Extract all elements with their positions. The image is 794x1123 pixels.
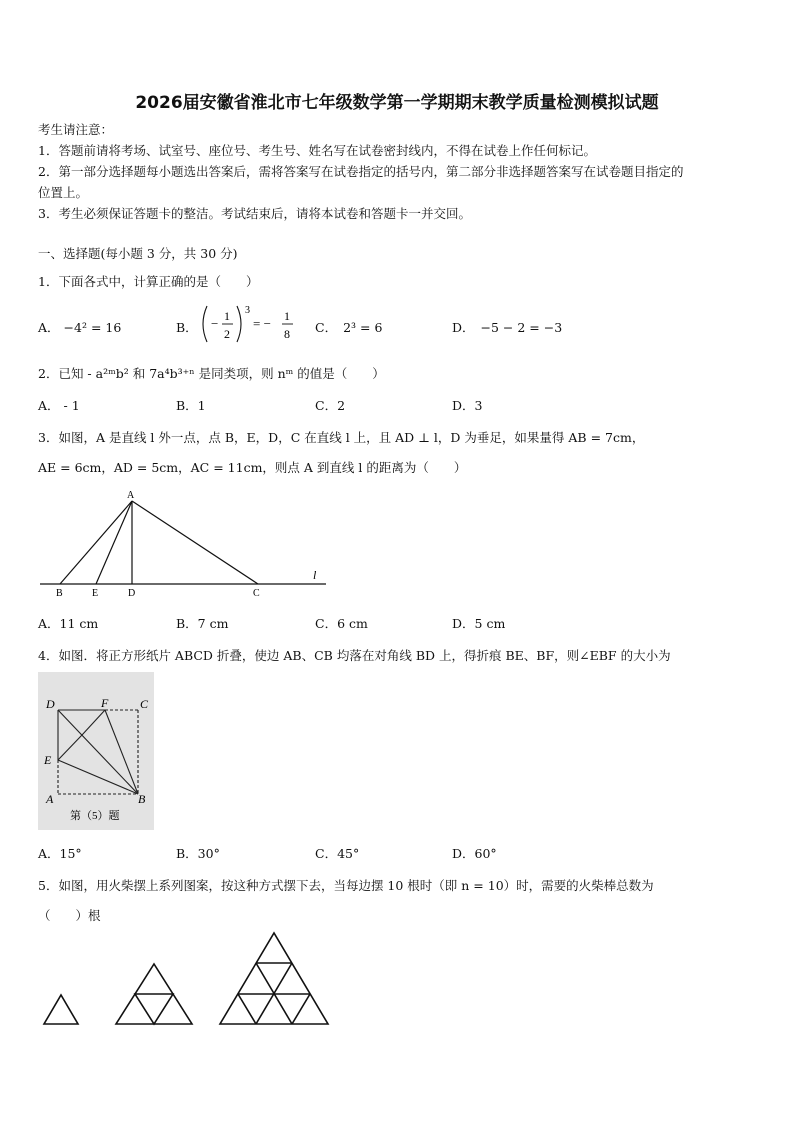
question-5-stem: 5．如图，用火柴摆上系列图案，按这种方式摆下去，当每边摆 10 根时（即 n = 10）时，需要的火柴棒总数为 [38, 878, 654, 893]
svg-text:−: − [211, 316, 219, 331]
q2-option-d: D．3 [452, 398, 483, 413]
q4-option-c: C．45° [315, 846, 360, 861]
label-a: A [46, 792, 54, 806]
notice-item: 3．考生必须保证答题卡的整洁。考试结束后，请将本试卷和答题卡一并交回。 [38, 206, 471, 221]
label-c: C [253, 588, 260, 599]
q5-figure [36, 928, 336, 1030]
notice-item: 1．答题前请将考场、试室号、座位号、考生号、姓名写在试卷密封线内，不得在试卷上作任何标记。 [38, 143, 596, 158]
label-a: A [127, 490, 135, 501]
label-d: D [128, 588, 136, 599]
exponent: 3 [245, 305, 250, 316]
section-heading: 一、选择题(每小题 3 分，共 30 分) [38, 246, 238, 261]
label-e: E [92, 588, 99, 599]
fraction-denominator: 8 [284, 327, 290, 341]
segment-ab [60, 501, 132, 584]
segment-ae [96, 501, 132, 584]
segment-ac [132, 501, 258, 584]
q1-option-a: A． −4² = 16 [38, 320, 122, 335]
matchstick-triangle-n3 [220, 933, 328, 1024]
fraction-numerator: 1 [284, 309, 290, 323]
fraction-numerator: 1 [224, 309, 230, 323]
label-d: D [46, 697, 55, 711]
q1-option-d: D． −5 − 2 = −3 [452, 320, 563, 335]
question-3-stem: 3．如图，A 是直线 l 外一点，点 B，E，D，C 在直线 l 上，且 AD ⊥ l，D 为垂足，如果量得 AB = 7cm， [38, 430, 645, 445]
label-c: C [140, 697, 149, 711]
question-1-stem: 1．下面各式中，计算正确的是（ ） [38, 274, 259, 289]
q1-option-b-formula [198, 302, 318, 346]
label-b: B [56, 588, 63, 599]
matchstick-triangle-n2 [116, 964, 192, 1024]
question-5-stem-cont: （ ）根 [38, 908, 101, 923]
matchstick-triangle-n1 [44, 995, 78, 1024]
q3-option-d: D．5 cm [452, 616, 506, 631]
q4-option-b: B．30° [176, 846, 220, 861]
q4-option-d: D．60° [452, 846, 497, 861]
question-4-stem: 4．如图．将正方形纸片 ABCD 折叠，使边 AB、CB 均落在对角线 BD 上，得折痕 BE、BF，则∠EBF 的大小为 [38, 648, 671, 663]
question-3-stem-cont: AE = 6cm，AD = 5cm，AC = 11cm，则点 A 到直线 l 的距离为（ ） [38, 460, 467, 475]
q1-option-c: C． 2³ = 6 [315, 320, 383, 335]
notice-item: 位置上。 [38, 185, 89, 200]
fraction-denominator: 2 [224, 327, 230, 341]
q2-option-b: B．1 [176, 398, 206, 413]
q3-option-a: A．11 cm [38, 616, 99, 631]
page-title: 2026届安徽省淮北市七年级数学第一学期期末教学质量检测模拟试题 [135, 93, 659, 113]
svg-text:= −: = − [253, 316, 271, 331]
question-2-stem: 2．已知 - a²ᵐb² 和 7a⁴b³⁺ⁿ 是同类项，则 nᵐ 的值是（ ） [38, 366, 385, 381]
label-b: B [138, 792, 146, 806]
label-e: E [44, 753, 52, 767]
q3-figure [36, 486, 336, 602]
notice-heading: 考生请注意： [38, 122, 114, 137]
q3-option-b: B．7 cm [176, 616, 229, 631]
notice-item: 2．第一部分选择题每小题选出答案后，需将答案写在试卷指定的括号内，第二部分非选择题答案写在试卷题目指定的 [38, 164, 684, 179]
q2-option-a: A． - 1 [38, 398, 80, 413]
label-l: l [313, 568, 317, 582]
q3-option-c: C．6 cm [315, 616, 368, 631]
q4-figure [38, 672, 154, 830]
figure-caption: 第（5）题 [70, 810, 120, 822]
q4-option-a: A．15° [38, 846, 82, 861]
q2-option-c: C．2 [315, 398, 346, 413]
label-f: F [101, 696, 109, 710]
